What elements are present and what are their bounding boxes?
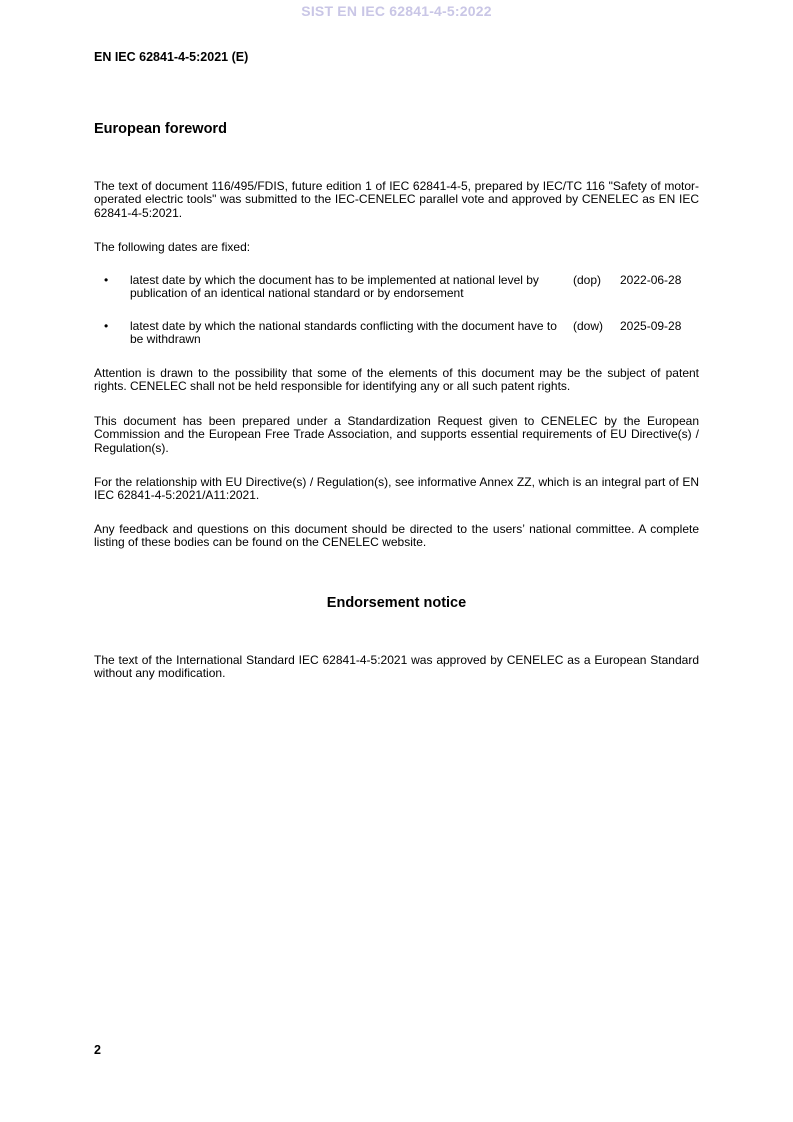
- date-item-date: 2025-09-28: [620, 319, 682, 333]
- date-item-date: 2022-06-28: [620, 273, 682, 287]
- standardization-request-paragraph: This document has been prepared under a Standardization Request given to CENELEC by the European Commission and the European Free Trade Association, and supports essential requirements of EU Directive(s) / Regulation(s).: [94, 414, 699, 455]
- foreword-title: European foreword: [94, 121, 227, 137]
- dates-intro-paragraph: The following dates are fixed:: [94, 240, 251, 254]
- date-item-text: latest date by which the document has to be implemented at national level by publication of an identical national standard or by endorsement: [130, 273, 539, 301]
- page-number: 2: [94, 1043, 101, 1057]
- document-id-header: EN IEC 62841-4-5:2021 (E): [94, 50, 249, 64]
- endorsement-paragraph: The text of the International Standard IEC 62841-4-5:2021 was approved by CENELEC as a European Standard without any modification.: [94, 653, 699, 681]
- date-item-code: (dow): [573, 319, 604, 333]
- watermark-standard-id: SIST EN IEC 62841-4-5:2022: [301, 3, 492, 19]
- foreword-intro-paragraph: The text of document 116/495/FDIS, future edition 1 of IEC 62841-4-5, prepared by IEC/TC 116 "Safety of motor-operated electric tools" was submitted to the IEC-CENELEC parallel vote and approved by CENELEC as EN IEC 62841-4-5:2021.: [94, 179, 699, 220]
- bullet-icon: •: [104, 273, 109, 287]
- date-item-text: latest date by which the national standards conflicting with the document have to be withdrawn: [130, 319, 557, 347]
- bullet-icon: •: [104, 319, 109, 333]
- directive-relationship-paragraph: For the relationship with EU Directive(s) / Regulation(s), see informative Annex ZZ, which is an integral part of EN IEC 62841-4-5:2021/A11:2021.: [94, 475, 699, 503]
- date-item-code: (dop): [573, 273, 602, 287]
- patent-notice-paragraph: Attention is drawn to the possibility that some of the elements of this document may be the subject of patent rights. CENELEC shall not be held responsible for identifying any or all such patent rights.: [94, 366, 699, 394]
- endorsement-title: Endorsement notice: [326, 595, 467, 611]
- feedback-paragraph: Any feedback and questions on this document should be directed to the users’ national committee. A complete listing of these bodies can be found on the CENELEC website.: [94, 522, 699, 550]
